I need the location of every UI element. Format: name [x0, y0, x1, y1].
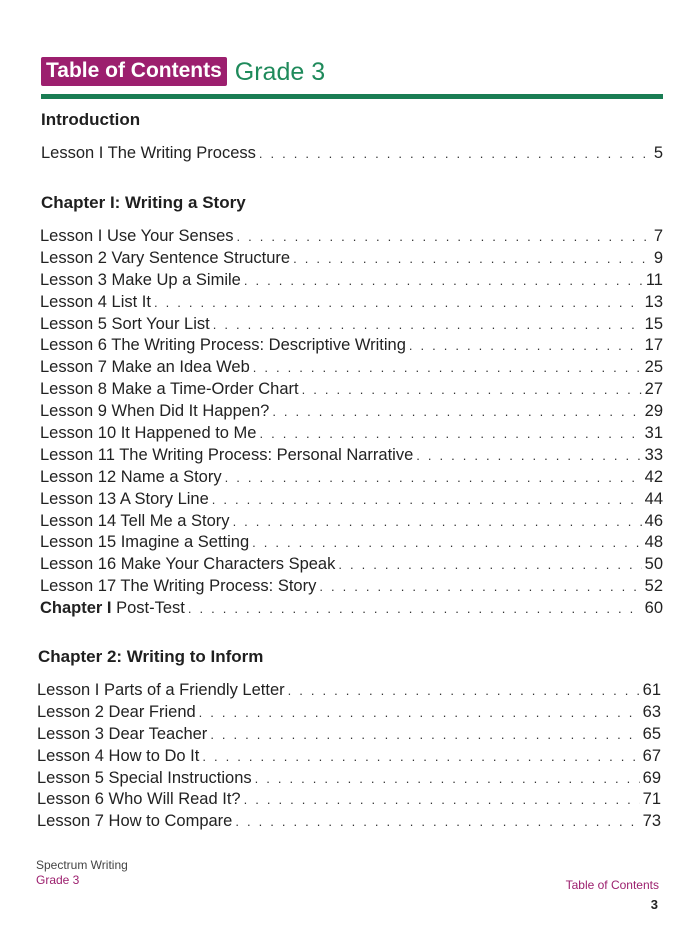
toc-entry-title: Lesson 8 Make a Time-Order Chart — [40, 380, 299, 399]
leader-dots — [202, 749, 639, 764]
toc-entry-title: Lesson 7 How to Compare — [37, 812, 233, 831]
leader-dots — [244, 273, 643, 288]
toc-entry-title: Lesson 16 Make Your Characters Speak — [40, 555, 336, 574]
toc-entry-title: Lesson 5 Sort Your List — [40, 314, 210, 333]
toc-entry[interactable] — [40, 227, 663, 249]
toc-entry-title: Lesson 4 How to Do It — [37, 746, 200, 765]
toc-entry-page: 13 — [644, 292, 663, 311]
toc-entry-page: 15 — [644, 314, 663, 333]
leader-dots — [244, 792, 640, 807]
toc-entry-title: Lesson 12 Name a Story — [40, 467, 222, 486]
toc-entry[interactable] — [40, 446, 663, 468]
leader-dots — [293, 251, 650, 266]
toc-entry-page: 11 — [645, 270, 663, 289]
toc-entry-title: Lesson 9 When Did It Happen? — [40, 402, 270, 421]
toc-entry[interactable] — [37, 747, 661, 769]
leader-dots — [416, 448, 641, 463]
toc-entry-page: 61 — [642, 681, 661, 699]
toc-badge: Table of Contents — [41, 57, 227, 86]
toc-entry-page: 69 — [642, 768, 661, 787]
toc-entry[interactable] — [40, 315, 663, 337]
toc-entry-title: Lesson 4 List It — [40, 292, 151, 311]
header-rule — [41, 94, 663, 99]
toc-entry-bold: Chapter I — [40, 599, 112, 617]
toc-entry-page: 42 — [644, 467, 663, 486]
toc-entry-posttest[interactable] — [40, 599, 663, 621]
toc-entry-page: 7 — [653, 227, 663, 245]
section-title-introduction: Introduction — [41, 110, 141, 129]
toc-entry[interactable] — [37, 725, 661, 747]
toc-entry-page: 33 — [644, 445, 663, 464]
toc-entry-title: Lesson 6 Who Will Read It? — [37, 790, 241, 809]
toc-entry-title: Lesson 6 The Writing Process: Descriptive Writing — [40, 336, 406, 355]
toc-entry-page: 63 — [642, 702, 661, 721]
toc-entry-title: Lesson 7 Make an Idea Web — [40, 358, 250, 377]
footer-grade: Grade 3 — [36, 873, 80, 887]
toc-entry-title: Lesson 2 Dear Friend — [37, 702, 196, 721]
toc-entry-title: Lesson 3 Dear Teacher — [37, 724, 208, 743]
leader-dots — [288, 683, 640, 698]
toc-entry[interactable] — [41, 144, 663, 166]
toc-entry-page: 71 — [642, 790, 661, 809]
toc-entry-title: Lesson 5 Special Instructions — [37, 768, 252, 787]
toc-entry-page: 48 — [644, 533, 663, 552]
leader-dots — [154, 295, 642, 310]
toc-entry[interactable] — [40, 577, 663, 599]
toc-list-chapter-1-posttest — [40, 599, 663, 621]
toc-entry-page: 65 — [642, 724, 661, 743]
toc-entry-title: Lesson 3 Make Up a Simile — [40, 270, 241, 289]
leader-dots — [409, 338, 642, 353]
leader-dots — [253, 360, 642, 375]
toc-entry-page: 31 — [644, 424, 663, 443]
toc-entry-title: Lesson I Parts of a Friendly Letter — [37, 681, 285, 699]
footer-section: Table of Contents — [565, 878, 659, 892]
toc-entry[interactable] — [37, 769, 661, 791]
page-number: 3 — [650, 897, 658, 912]
footer-series: Spectrum Writing — [36, 858, 128, 872]
leader-dots — [210, 727, 639, 742]
toc-entry-title: Lesson 2 Vary Sentence Structure — [40, 248, 291, 267]
leader-dots — [259, 426, 641, 441]
section-title-chapter-1: Chapter I: Writing a Story — [41, 193, 246, 212]
toc-entry-page: 73 — [642, 812, 661, 831]
toc-entry[interactable] — [37, 681, 661, 703]
leader-dots — [188, 601, 642, 616]
toc-entry-page: 67 — [642, 746, 661, 765]
leader-dots — [272, 404, 641, 419]
toc-entry[interactable] — [37, 812, 661, 834]
leader-dots — [225, 470, 642, 485]
toc-entry-rest: Post-Test — [111, 599, 185, 617]
toc-entry[interactable] — [40, 555, 663, 577]
toc-entry[interactable] — [40, 380, 663, 402]
leader-dots — [259, 146, 650, 161]
toc-entry-page: 25 — [644, 358, 663, 377]
toc-entry-page: 60 — [644, 599, 663, 617]
toc-entry[interactable] — [40, 336, 663, 358]
leader-dots — [302, 382, 642, 397]
leader-dots — [235, 814, 639, 829]
toc-entry[interactable] — [40, 490, 663, 512]
leader-dots — [255, 771, 640, 786]
toc-entry[interactable] — [37, 703, 661, 725]
leader-dots — [319, 579, 641, 594]
toc-entry-page: 27 — [644, 380, 663, 399]
leader-dots — [233, 514, 642, 529]
toc-entry-page: 9 — [653, 248, 663, 267]
toc-entry-title: Lesson 13 A Story Line — [40, 489, 209, 508]
toc-entry[interactable] — [40, 468, 663, 490]
toc-entry-page: 50 — [644, 555, 663, 574]
toc-entry[interactable] — [40, 249, 663, 271]
leader-dots — [237, 229, 650, 244]
leader-dots — [252, 535, 641, 550]
toc-list-chapter-2 — [37, 681, 661, 834]
leader-dots — [213, 317, 642, 332]
toc-entry-page: 29 — [644, 402, 663, 421]
toc-entry-title: Lesson 15 Imagine a Setting — [40, 533, 250, 552]
toc-entry-title — [40, 599, 185, 618]
toc-entry-page: 44 — [644, 489, 663, 508]
toc-entry-page: 52 — [644, 577, 663, 596]
toc-entry[interactable] — [37, 790, 661, 812]
toc-entry[interactable] — [40, 424, 663, 446]
toc-entry-title: Lesson 14 Tell Me a Story — [40, 511, 230, 530]
toc-entry-title: Lesson I The Writing Process — [41, 144, 256, 162]
toc-entry[interactable] — [40, 512, 663, 534]
toc-entry-title: Lesson 10 It Happened to Me — [40, 424, 257, 443]
toc-entry-page: 46 — [644, 511, 663, 530]
page-header — [41, 57, 325, 86]
toc-entry-page: 17 — [644, 336, 663, 355]
grade-title: Grade 3 — [234, 57, 326, 86]
toc-list-introduction — [41, 144, 663, 166]
footer-left — [36, 858, 128, 888]
toc-entry-title: Lesson 11 The Writing Process: Personal Narrative — [40, 445, 414, 464]
toc-entry[interactable] — [40, 271, 663, 293]
toc-entry[interactable] — [40, 533, 663, 555]
toc-list-chapter-1 — [40, 227, 663, 599]
toc-entry-title: Lesson I Use Your Senses — [40, 227, 234, 245]
toc-entry[interactable] — [40, 402, 663, 424]
leader-dots — [199, 705, 640, 720]
leader-dots — [212, 492, 642, 507]
toc-entry[interactable] — [40, 358, 663, 380]
leader-dots — [338, 557, 641, 572]
toc-entry-page: 5 — [653, 144, 663, 162]
toc-entry-title: Lesson 17 The Writing Process: Story — [40, 577, 317, 596]
section-title-chapter-2: Chapter 2: Writing to Inform — [38, 647, 264, 666]
toc-entry[interactable] — [40, 293, 663, 315]
